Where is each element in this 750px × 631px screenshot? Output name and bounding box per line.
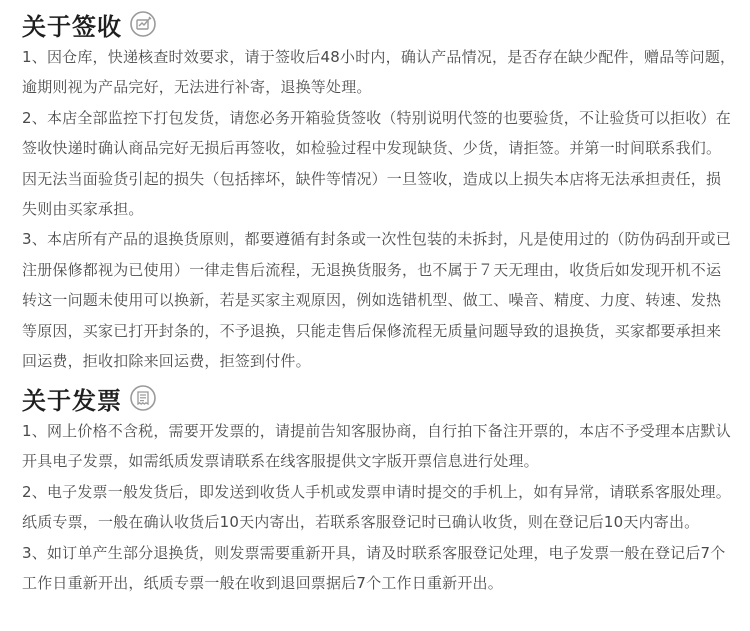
paragraph: 2、电子发票一般发货后，即发送到收货人手机或发票申请时提交的手机上，如有异常，请联系客服处理。纸质专票，一般在确认收货后10天内寄出，若联系客服登记时已确认收货，则在登记后10天内寄出。 xyxy=(22,482,731,532)
paragraph: 1、因仓库，快递核查时效要求，请于签收后48小时内，确认产品情况，是否存在缺少配件，赠品等问题，逾期则视为产品完好，无法进行补寄，退换等处理。 xyxy=(22,48,736,97)
section-title: 关于发票 xyxy=(22,386,122,415)
section-title: 关于签收 xyxy=(22,12,122,41)
paragraph: 3、如订单产生部分退换货，则发票需要重新开具，请及时联系客服登记处理，电子发票一般在登记后7个工作日重新开出，纸质专票一般在收到退回票据后7个工作日重新开出。 xyxy=(22,543,726,593)
invoice-section xyxy=(22,380,736,598)
paragraph: 2、本店全部监控下打包发货，请您必务开箱验货签收（特别说明代签的也要验货，不让验货可以拒收）在签收快递时确认商品完好无损后再签收，如检验过程中发现缺货、少货，请拒签。并第一时间联系我们。因无法当面验货引起的损失（包括摔坏，缺件等情况）一旦签收，造成以上损失本店将无法承担责任，损失则由买家承担。 xyxy=(22,108,731,219)
invoice-paragraphs xyxy=(22,416,736,598)
paragraph: 1、网上价格不含税，需要开发票的，请提前告知客服协商，自行拍下备注开票的，本店不予受理本店默认开具电子发票，如需纸质发票请联系在线客服提供文字版开票信息进行处理。 xyxy=(22,422,731,471)
signing-section xyxy=(22,6,736,376)
signing-heading xyxy=(22,6,736,42)
invoice-heading xyxy=(22,380,736,416)
signature-icon xyxy=(130,11,156,37)
invoice-icon xyxy=(130,385,156,411)
paragraph: 3、本店所有产品的退换货原则，都要遵循有封条或一次性包装的未拆封，凡是使用过的（防伪码刮开或已注册保修都视为已使用）一律走售后流程，无退换货服务，也不属于７天无理由，收货后如发现开机不运转这一问题未使用可以换新，若是买家主观原因，例如选错机型、做工、噪音、精度、力度、转速、发热等原因，买家已打开封条的，不予退换，只能走售后保修流程无质量问题导致的退换货，买家都要承担来回运费，拒收扣除来回运费，拒签到付件。 xyxy=(22,230,731,371)
signing-paragraphs xyxy=(22,42,736,376)
